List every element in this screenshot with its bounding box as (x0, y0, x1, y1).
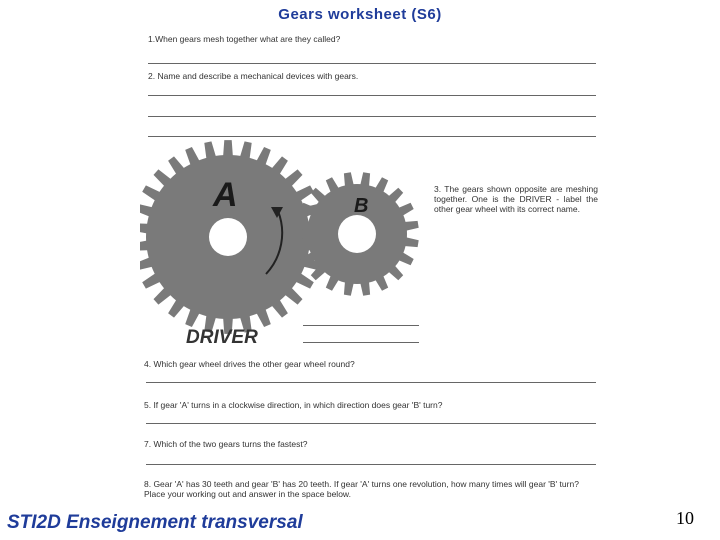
question-5: 5. If gear 'A' turns in a clockwise direction, in which direction does gear 'B' turn? (144, 400, 443, 410)
gear-a-icon (140, 140, 325, 334)
gear-name-answer-line (303, 342, 419, 343)
answer-line (146, 423, 596, 424)
answer-line (146, 464, 596, 465)
page-title: Gears worksheet (S6) (278, 6, 442, 23)
gear-name-answer-line (303, 325, 419, 326)
gear-a-label: A (213, 176, 238, 214)
answer-line (146, 382, 596, 383)
question-7: 7. Which of the two gears turns the fastest? (144, 439, 308, 449)
question-2: 2. Name and describe a mechanical devices with gears. (148, 71, 359, 81)
footer-title: STI2D Enseignement transversal (7, 512, 303, 533)
question-4: 4. Which gear wheel drives the other gear wheel round? (144, 359, 355, 369)
page-number: 10 (676, 508, 694, 528)
gear-b-icon (295, 172, 418, 295)
question-1: 1.When gears mesh together what are they called? (148, 34, 341, 44)
gear-b-label: B (354, 195, 369, 217)
driver-label: DRIVER (186, 327, 258, 348)
worksheet-scan (140, 26, 605, 508)
question-3: 3. The gears shown opposite are meshing together. One is the DRIVER - label the other gear wheel with its correct name. (434, 184, 598, 214)
question-8: 8. Gear 'A' has 30 teeth and gear 'B' has 20 teeth. If gear 'A' turns one revolution, how many times will gear 'B' turn? Place your working out and answer in the space below. (144, 479, 579, 499)
